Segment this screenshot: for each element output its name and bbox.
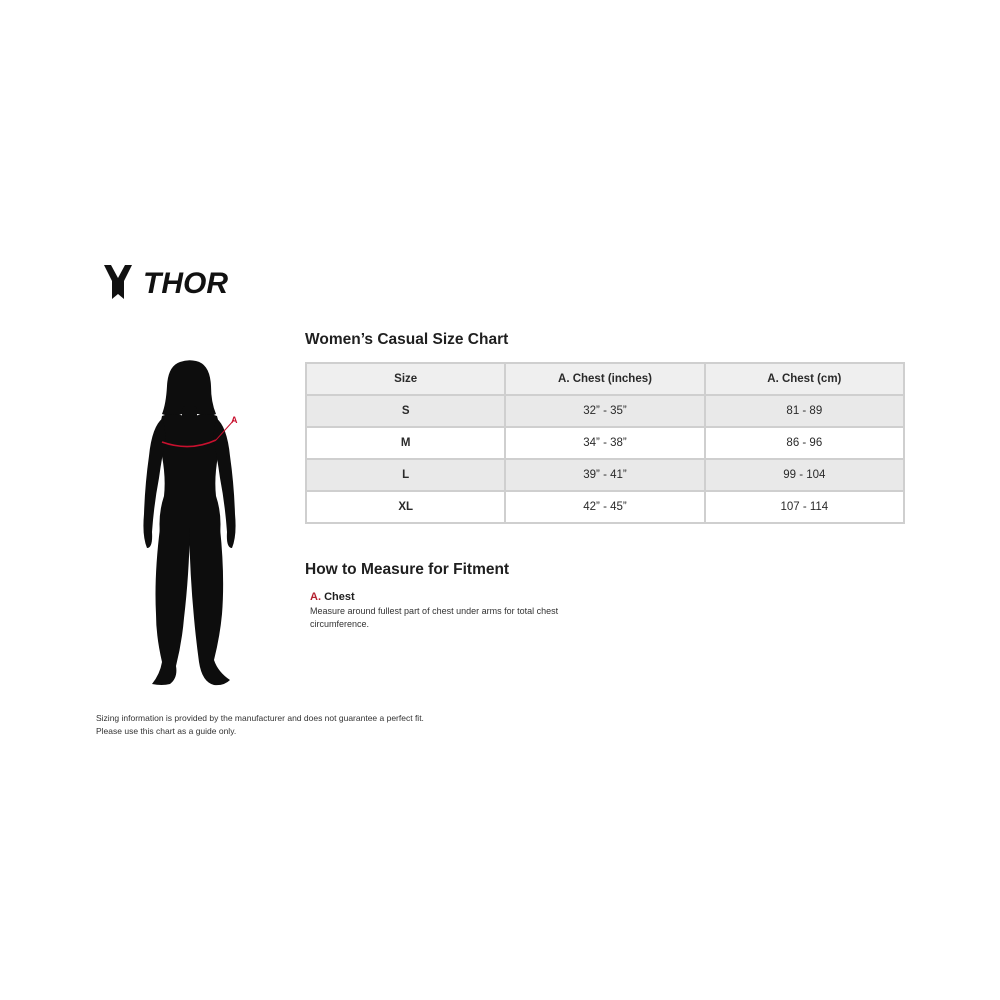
body-figure xyxy=(132,356,247,691)
chest-inches-cell: 32” - 35” xyxy=(505,395,704,427)
chest-inches-cell: 42” - 45” xyxy=(505,491,704,523)
disclaimer xyxy=(96,712,424,737)
chest-cm-cell: 99 - 104 xyxy=(705,459,904,491)
column-header-size: Size xyxy=(306,363,505,395)
size-chart-title: Women’s Casual Size Chart xyxy=(305,331,509,348)
table-row xyxy=(306,459,904,491)
size-cell: XL xyxy=(306,491,505,523)
measure-section-title: How to Measure for Fitment xyxy=(305,561,510,578)
column-header-chest-inches: A. Chest (inches) xyxy=(505,363,704,395)
table-row xyxy=(306,427,904,459)
chest-inches-cell: 39” - 41” xyxy=(505,459,704,491)
size-cell: S xyxy=(306,395,505,427)
brand-wordmark: THOR xyxy=(143,267,228,300)
thor-hammer-logo-icon xyxy=(103,262,253,302)
chest-cm-cell: 81 - 89 xyxy=(705,395,904,427)
size-cell: L xyxy=(306,459,505,491)
disclaimer-line: Sizing information is provided by the manufacturer and does not guarantee a perfect fit. xyxy=(96,713,424,723)
brand-logo xyxy=(103,262,253,302)
measure-item-letter: A. xyxy=(310,591,321,603)
measure-item-description: Measure around fullest part of chest under arms for total chest circumference. xyxy=(310,606,559,629)
measure-item-heading xyxy=(310,591,610,603)
chest-cm-cell: 107 - 114 xyxy=(705,491,904,523)
chest-inches-cell: 34” - 38” xyxy=(505,427,704,459)
table-row xyxy=(306,491,904,523)
woman-silhouette-icon xyxy=(132,356,247,691)
chest-cm-cell: 86 - 96 xyxy=(705,427,904,459)
column-header-chest-cm: A. Chest (cm) xyxy=(705,363,904,395)
table-row xyxy=(306,395,904,427)
measure-item-chest xyxy=(310,591,610,631)
table-header-row xyxy=(306,363,904,395)
measure-item-label: Chest xyxy=(324,591,355,603)
chest-marker-label: A xyxy=(231,415,238,425)
size-cell: M xyxy=(306,427,505,459)
disclaimer-line: Please use this chart as a guide only. xyxy=(96,725,237,736)
size-chart-table xyxy=(305,362,905,524)
